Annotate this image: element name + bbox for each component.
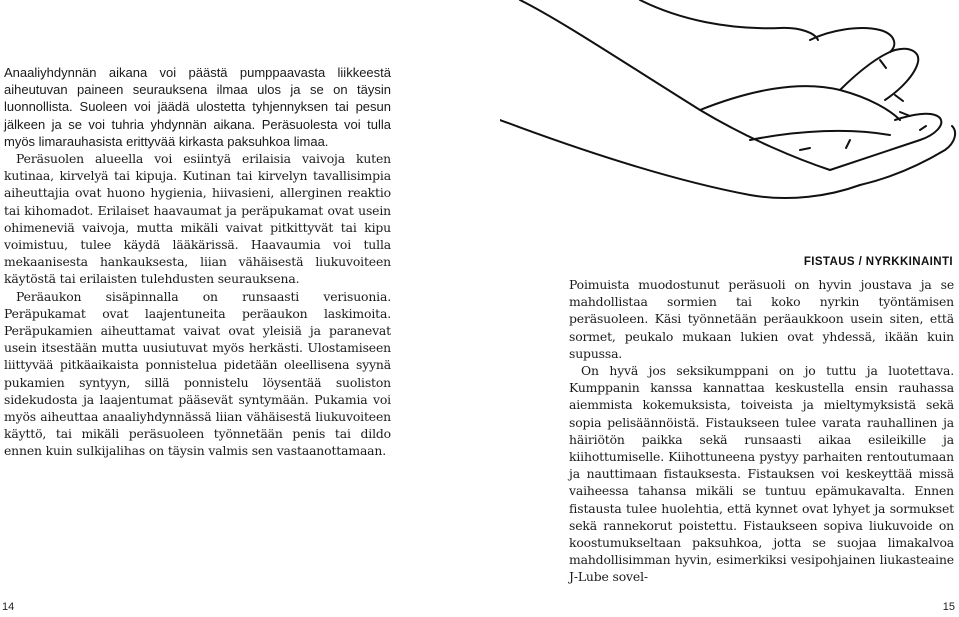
left-page-text	[4, 64, 391, 460]
page-number-right: 15	[942, 601, 955, 613]
page-number-left: 14	[2, 601, 15, 613]
right-page-text	[569, 276, 954, 586]
paragraph: Peräsuolen alueella voi esiintyä erilaisia vaivoja kuten kutinaa, kirvelyä tai kipuja. Kutinan tai kirvelyn tavallisimpia aiheuttajia ovat huono hygienia, hiivasieni, allerginen reaktio tai kihomadot. Erilaiset haavaumat ja peräpukamat ovat usein ohimeneviä vaivoja, mutta mikäli vaivat pitkittyvät tai kipu voimistuu, tulee käydä lääkärissä. Haavaumia voi tulla mekaanisesta hankauksesta, liian vähäisestä liukuvoiteen käytöstä tai erilaisten tulehdusten seurauksena.	[4, 151, 391, 287]
paragraph: Poimuista muodostunut peräsuoli on hyvin joustava ja se mahdollistaa sormien tai koko nyrkin työntämisen peräsuoleen. Käsi työnnetään peräaukkoon usein siten, että sormet, peukalo mukaan lukien ovat yhdessä, ikään kuin supussa.	[569, 277, 954, 361]
paragraph: Anaaliyhdynnän aikana voi päästä pumppaavasta liikkeestä aiheutuvan paineen seurauksena ilmaa ulos ja se on täysin luonnollista. Suoleen voi jäädä ulostetta tyhjennyksen tai pesun jälkeen ja se voi tuhria yhdynnän aikana. Peräsuolesta voi tulla myös limarauhasista erittyvää kirkasta paksuhkoa limaa.	[4, 65, 391, 149]
paragraph: On hyvä jos seksikumppani on jo tuttu ja luotettava. Kumppanin kanssa kannattaa keskustella ensin rauhassa aiemmista kokemuksista, toiveista ja mieltymyksistä sekä sopia pelisäännöistä. Fistaukseen tulee varata rauhallinen ja häiriötön paikka sekä runsaasti aikaa esileikille ja kiihottumiselle. Kiihottuneena pystyy parhaiten rentoutumaan ja nauttimaan fistauksesta. Fistauksen voi keskeyttää missä vaiheessa tahansa mikäli se tuntuu epämukavalta. Ennen fistausta tulee huolehtia, että kynnet ovat lyhyet ja sormukset sekä rannekorut poistettu. Fistaukseen sopiva liukuvoide on koostumukseltaan paksuhkoa, jotta se suojaa limakalvoa mahdollisimman hyvin, esimerkiksi vesipohjainen liukasteaine J-Lube sovel-	[569, 363, 954, 585]
paragraph: Peräaukon sisäpinnalla on runsaasti verisuonia. Peräpukamat ovat laajentuneita peräaukon laskimoita. Peräpukamien aiheuttamat vaivat ovat yleisiä ja paranevat usein itsestään mutta uusiutuvat myös herkästi. Ulostamiseen liittyvää pitkäaikaista ponnistelua pidetään oleellisena syynä pukamien syntyyn, sillä ponnistelu löysentää suoliston sidekudosta ja laajentumat pääsevät syntymään. Pukamia voi myös aiheuttaa anaaliyhdynnässä liian vähäisestä liukuvoiteen käyttö, tai mikäli peräsuoleen työnnetään penis tai dildo ennen kuin sulkijalihas on täysin valmis sen vastaanottamaan.	[4, 288, 391, 459]
section-heading: FISTAUS / NYRKKINAINTI	[803, 256, 953, 268]
hand-drawing-icon	[500, 0, 959, 215]
